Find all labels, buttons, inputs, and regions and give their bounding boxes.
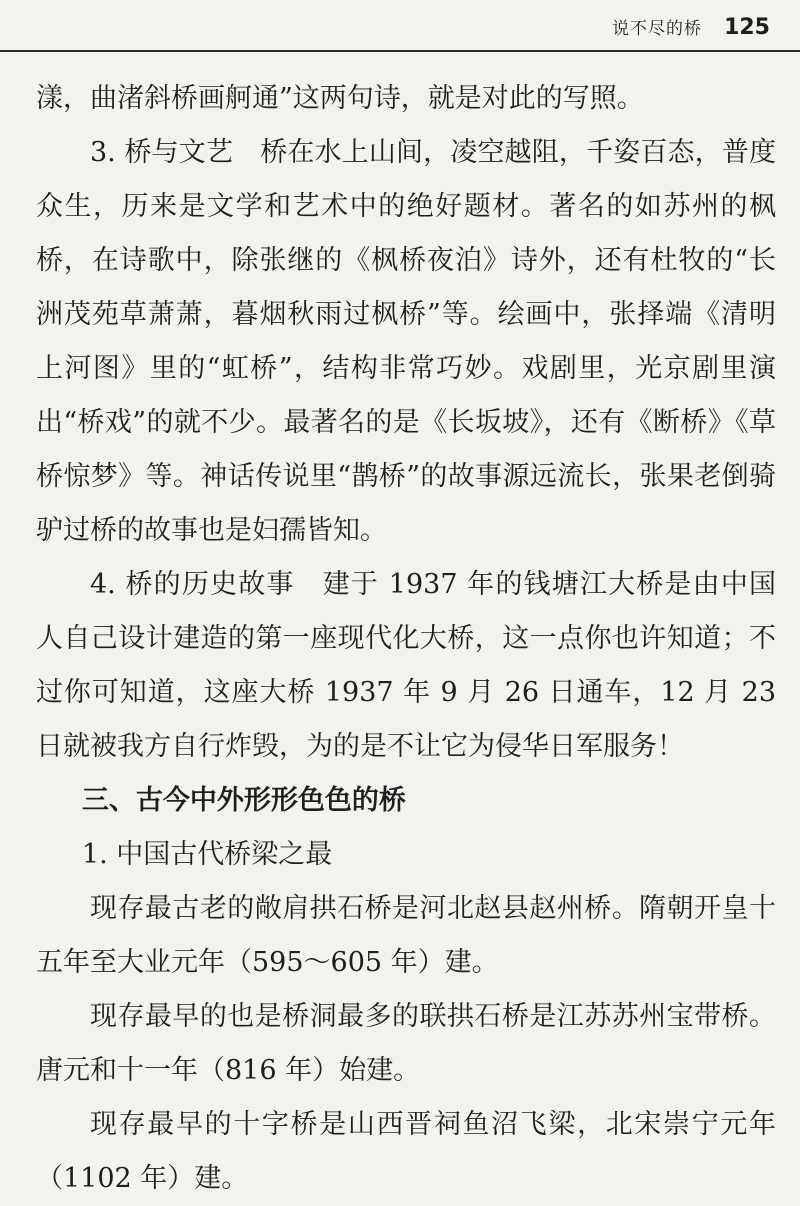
paragraph-zhaozhou-bridge: 现存最古老的敞肩拱石桥是河北赵县赵州桥。隋朝开皇十五年至大业元年（595～605 年）建。 <box>36 893 776 978</box>
section-heading: 三、古今中外形形色色的桥 <box>81 785 406 816</box>
paragraph-continuation: 漾，曲渚斜桥画舸通”这两句诗，就是对此的写照。 <box>36 83 644 114</box>
running-header-title: 说不尽的桥 <box>612 19 703 39</box>
paragraph-bridge-and-art: 3. 桥与文艺 桥在水上山间，凌空越阻，千姿百态，普度众生，历来是文学和艺术中的绝好题材。著名的如苏州的枫桥，在诗歌中，除张继的《枫桥夜泊》诗外，还有杜牧的“长洲茂苑草萧萧，暮烟秋雨过枫桥”等。绘画中，张择端《清明上河图》里的“虹桥”，结构非常巧妙。戏剧里，光京剧里演出“桥戏”的就不少。最著名的是《长坂坡》，还有《断桥》《草桥惊梦》等。神话传说里“鹊桥”的故事源远流长，张果老倒骑驴过桥的故事也是妇孺皆知。 <box>36 137 776 546</box>
paragraph-bridge-history: 4. 桥的历史故事 建于 1937 年的钱塘江大桥是由中国人自己设计建造的第一座现代化大桥，这一点你也许知道；不过你可知道，这座大桥 1937 年 9 月 26 日通车，12 月 23 日就被我方自行炸毁，为的是不让它为侵华日军服务！ <box>36 569 776 762</box>
paragraph-baodai-bridge: 现存最早的也是桥洞最多的联拱石桥是江苏苏州宝带桥。唐元和十一年（816 年）始建。 <box>36 1001 776 1086</box>
subsection-heading: 1. 中国古代桥梁之最 <box>81 839 333 870</box>
page-number: 125 <box>724 15 770 40</box>
body-text <box>36 72 776 1206</box>
header-rule <box>0 50 800 52</box>
running-header <box>612 14 770 40</box>
paragraph-yuzhao-feiliang: 现存最早的十字桥是山西晋祠鱼沼飞梁，北宋崇宁元年（1102 年）建。 <box>36 1109 776 1194</box>
